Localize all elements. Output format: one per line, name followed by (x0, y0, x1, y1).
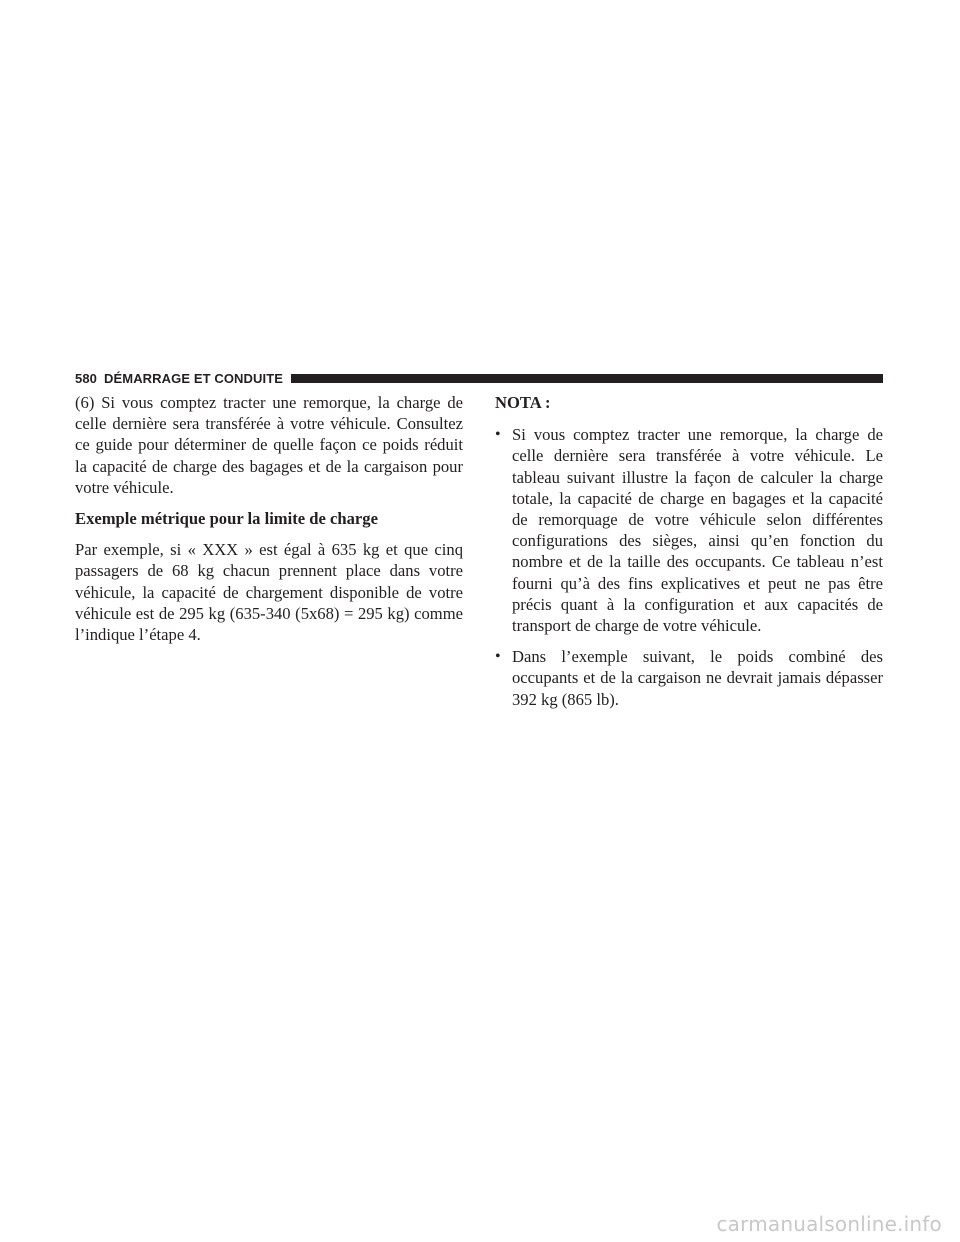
page-header (75, 368, 883, 388)
left-column (75, 392, 463, 655)
header-rule (291, 374, 883, 383)
metric-example-paragraph: Par exemple, si « XXX » est égal à 635 kg et que cinq passagers de 68 kg chacun prennent place dans votre véhicule, la capacité de chargement disponible de votre véhicule est de 295 kg (635-340 (5x68) = 295 kg) comme l’indique l’étape 4. (75, 540, 463, 645)
bullet-text: Dans l’exemple suivant, le poids combiné des occupants et de la cargaison ne devrait jamais dépasser 392 kg (865 lb). (512, 647, 883, 709)
bullet-icon: • (495, 426, 501, 444)
watermark: carmanualsonline.info (716, 1212, 942, 1236)
list-item (495, 646, 883, 710)
nota-heading: NOTA : (495, 393, 551, 412)
bullet-text: Si vous comptez tracter une remorque, la charge de celle dernière sera transférée à votre véhicule. Le tableau suivant illustre la façon de calculer la charge totale, la capacité de charge en bagages et la capacité de remorquage de votre véhicule selon différentes configurations des sièges, ainsi qu’en fonction du nombre et de la taille des occupants. Ce tableau n’est fourni qu’à des fins explicatives et peut ne pas être précis quant à la configuration et aux capacités de transport de charge de votre véhicule. (512, 425, 883, 636)
page-number: 580 (75, 370, 97, 386)
nota-bullet-list (495, 424, 883, 710)
right-column (495, 392, 883, 720)
trailer-paragraph: (6) Si vous comptez tracter une remorque, la charge de celle dernière sera transférée à votre véhicule. Consultez ce guide pour déterminer de quelle façon ce poids réduit la capacité de charge des bagages et de la cargaison pour votre véhicule. (75, 393, 463, 497)
section-title: DÉMARRAGE ET CONDUITE (104, 370, 284, 386)
bullet-icon: • (495, 648, 501, 666)
metric-example-heading: Exemple métrique pour la limite de charge (75, 509, 378, 529)
list-item (495, 424, 883, 636)
